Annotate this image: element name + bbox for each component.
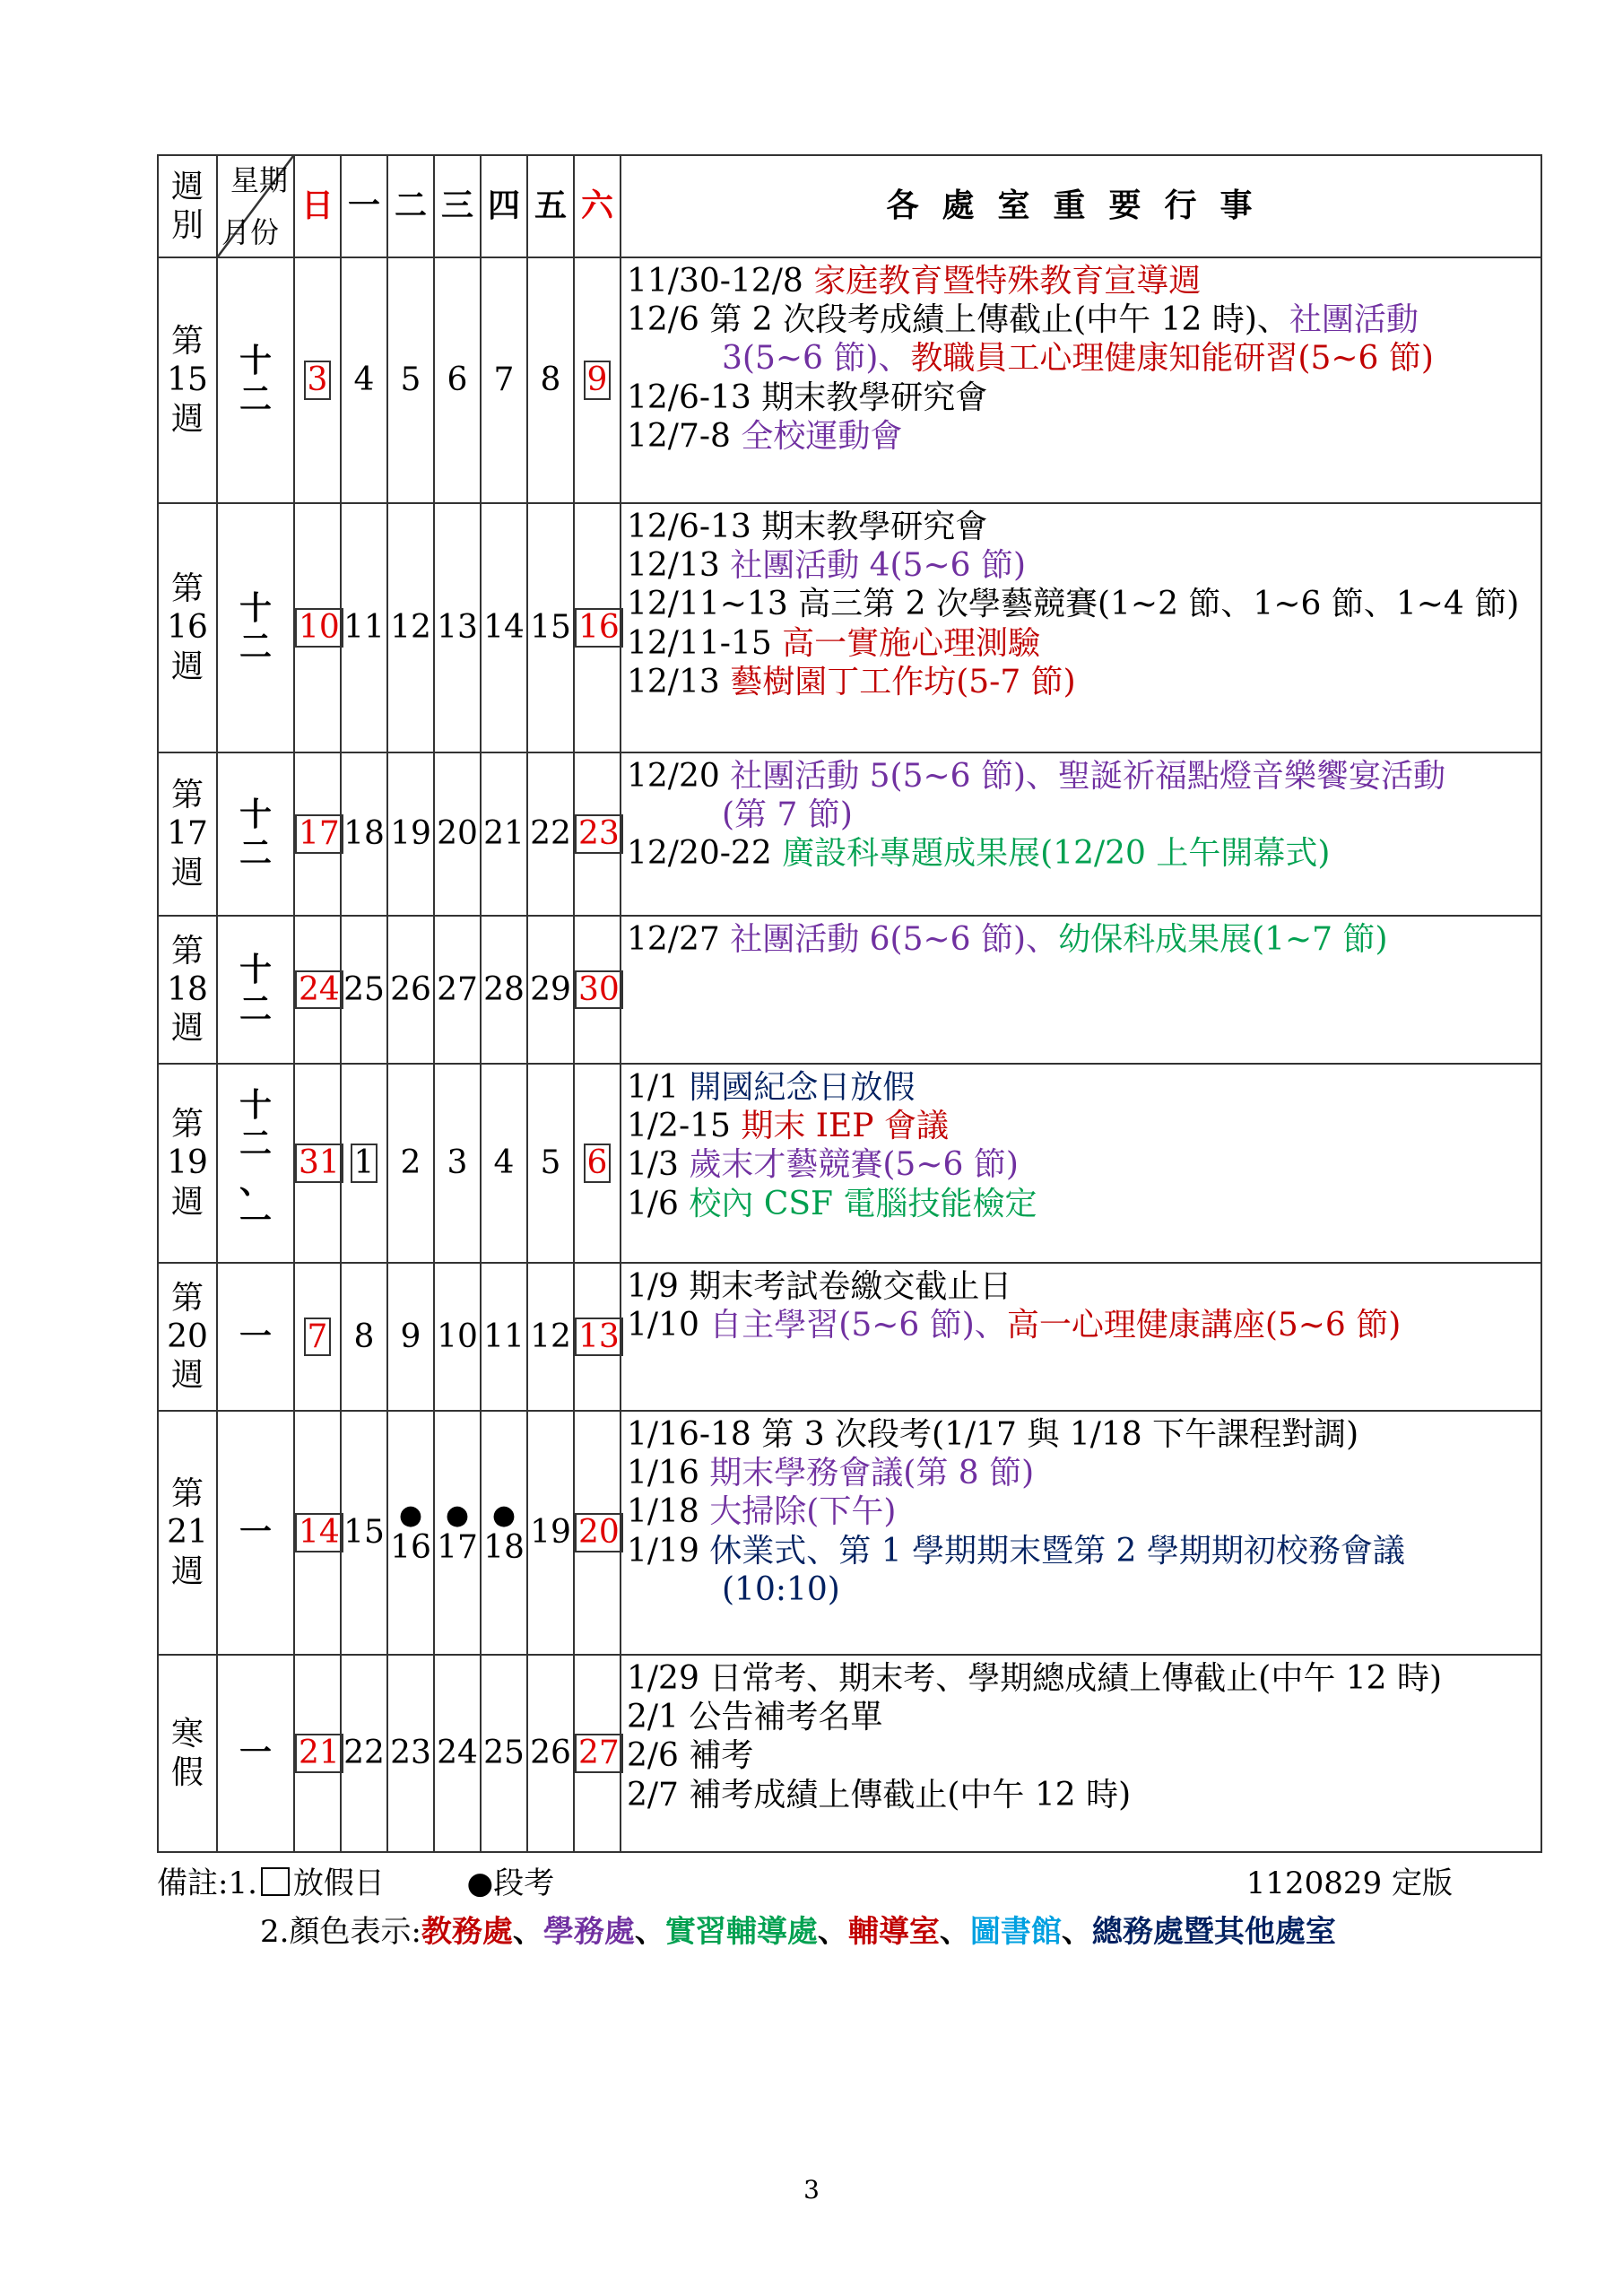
day-cell-tue: ● 16 [387, 1411, 434, 1655]
holiday-date: 6 [584, 1144, 612, 1183]
notes-line-2 [157, 1907, 1542, 1951]
event-line: 12/27 社團活動 6(5~6 節)、幼保科成果展(1~7 節) [627, 921, 1388, 958]
version-label: 1120829 定版 [1245, 1866, 1453, 1901]
colors-prefix: 2.顏色表示: [260, 1914, 421, 1950]
events-cell [621, 916, 1541, 1064]
day-cell-wed: 24 [434, 1655, 481, 1852]
day-cell-sat [574, 1263, 621, 1411]
day-cell-fri: 26 [527, 1655, 574, 1852]
day-cell-tue: 9 [387, 1263, 434, 1411]
event-line: 2/7 補考成績上傳截止(中午 12 時) [627, 1776, 1132, 1813]
holiday-date: 7 [304, 1318, 332, 1357]
event-line: 1/10 自主學習(5~6 節)、高一心理健康講座(5~6 節) [627, 1307, 1402, 1344]
event-line: 12/6 第 2 次段考成績上傳截止(中午 12 時)、社團活動 [627, 301, 1419, 339]
week-label: 第 15 週 [158, 257, 217, 503]
day-cell-mon: 18 [341, 752, 387, 916]
day-cell-fri: 19 [527, 1411, 574, 1655]
day-cell-wed: 27 [434, 916, 481, 1064]
day-cell-fri: 29 [527, 916, 574, 1064]
event-line: 2/1 公告補考名單 [627, 1699, 883, 1736]
event-line: 1/2-15 期末 IEP 會議 [627, 1108, 949, 1145]
holiday-date: 14 [295, 1513, 343, 1552]
day-cell-fri: 12 [527, 1263, 574, 1411]
month-cell: 十 二 [217, 916, 294, 1064]
event-line: 1/18 大掃除(下午) [627, 1493, 897, 1531]
day-cell-tue: 12 [387, 503, 434, 752]
day-cell-sun [294, 1064, 341, 1263]
holiday-date: 30 [575, 970, 623, 1010]
month-cell: 十 二 [217, 503, 294, 752]
event-line: 2/6 補考 [627, 1737, 754, 1775]
event-line: 1/16-18 第 3 次段考(1/17 與 1/18 下午課程對調) [627, 1416, 1359, 1453]
day-cell-sun [294, 503, 341, 752]
week-label: 第 20 週 [158, 1263, 217, 1411]
day-cell-wed: 10 [434, 1263, 481, 1411]
day-cell-thu: 25 [481, 1655, 527, 1852]
event-line: 1/1 開國紀念日放假 [627, 1069, 916, 1106]
day-cell-sat [574, 916, 621, 1064]
exam-dot-icon: ● [491, 1499, 516, 1531]
holiday-date: 27 [575, 1734, 623, 1773]
events-header: 各處室重要行事 [621, 155, 1541, 257]
event-line: 11/30-12/8 家庭教育暨特殊教育宣導週 [627, 263, 1202, 300]
week-row [158, 503, 1541, 752]
events-cell [621, 1411, 1541, 1655]
day-cell-sun [294, 257, 341, 503]
holiday-date: 1 [351, 1144, 378, 1183]
day-cell-sat [574, 752, 621, 916]
notes-prefix: 備註:1. [157, 1866, 257, 1901]
day-header-wed: 三 [434, 155, 481, 257]
day-cell-sun [294, 1411, 341, 1655]
week-label: 第 21 週 [158, 1411, 217, 1655]
day-cell-tue: 5 [387, 257, 434, 503]
day-cell-wed: 3 [434, 1064, 481, 1263]
day-cell-sat [574, 257, 621, 503]
day-cell-sat [574, 503, 621, 752]
day-header-sat: 六 [574, 155, 621, 257]
calendar-table [157, 154, 1542, 1853]
week-label: 第 17 週 [158, 752, 217, 916]
month-cell: 十 二 [217, 752, 294, 916]
weekday-month-header [217, 155, 294, 257]
day-cell-wed: ● 17 [434, 1411, 481, 1655]
day-cell-wed: 13 [434, 503, 481, 752]
event-line: (第 7 節) [722, 796, 853, 834]
week-row [158, 1655, 1541, 1852]
notes [157, 1858, 1542, 1951]
color-legend: 教務處、學務處、實習輔導處、輔導室、圖書館、總務處暨其他處室 [421, 1914, 1336, 1950]
holiday-date: 9 [584, 361, 612, 400]
events-cell [621, 752, 1541, 916]
day-cell-thu: 11 [481, 1263, 527, 1411]
month-label: 月份 [221, 214, 280, 249]
weekday-label: 星期 [230, 163, 288, 197]
day-header-sun: 日 [294, 155, 341, 257]
day-cell-mon: 25 [341, 916, 387, 1064]
events-cell [621, 1263, 1541, 1411]
week-label: 第 16 週 [158, 503, 217, 752]
month-cell: 十 二 [217, 257, 294, 503]
page-number: 3 [803, 2175, 820, 2205]
month-cell: 一 [217, 1655, 294, 1852]
event-line: 1/6 校內 CSF 電腦技能檢定 [627, 1185, 1037, 1222]
month-cell: 一 [217, 1411, 294, 1655]
day-cell-thu: ● 18 [481, 1411, 527, 1655]
day-cell-sat [574, 1411, 621, 1655]
event-line: 1/19 休業式、第 1 學期期末暨第 2 學期期初校務會議 [627, 1532, 1405, 1570]
holiday-date: 23 [575, 814, 623, 854]
day-cell-thu: 14 [481, 503, 527, 752]
event-line: 12/11~13 高三第 2 次學藝競賽(1~2 節、1~6 節、1~4 節) [627, 586, 1520, 623]
holiday-label: 放假日 [292, 1866, 385, 1901]
day-cell-wed: 20 [434, 752, 481, 916]
day-cell-sat [574, 1064, 621, 1263]
holiday-date: 21 [295, 1734, 343, 1773]
events-cell [621, 503, 1541, 752]
day-cell-fri: 5 [527, 1064, 574, 1263]
week-label: 第 19 週 [158, 1064, 217, 1263]
event-line: 12/11-15 高一實施心理測驗 [627, 624, 1041, 662]
event-line: 1/3 歲末才藝競賽(5~6 節) [627, 1146, 1019, 1184]
month-cell: 一 [217, 1263, 294, 1411]
day-header-thu: 四 [481, 155, 527, 257]
event-line: 12/20 社團活動 5(5~6 節)、聖誕祈福點燈音樂饗宴活動 [627, 758, 1446, 795]
week-row [158, 1064, 1541, 1263]
holiday-date: 13 [575, 1318, 623, 1357]
holiday-date: 10 [295, 608, 343, 648]
holiday-date: 16 [575, 608, 623, 648]
day-cell-wed: 6 [434, 257, 481, 503]
day-cell-tue: 26 [387, 916, 434, 1064]
day-cell-thu: 4 [481, 1064, 527, 1263]
holiday-date: 24 [295, 970, 343, 1010]
exam-dot-icon: ● [445, 1499, 470, 1531]
event-line: 1/16 期末學務會議(第 8 節) [627, 1455, 1035, 1492]
holiday-box-icon [261, 1867, 290, 1896]
event-line: 3(5~6 節)、教職員工心理健康知能研習(5~6 節) [722, 340, 1434, 378]
day-cell-mon: 8 [341, 1263, 387, 1411]
week-label: 第 18 週 [158, 916, 217, 1064]
day-cell-mon: 4 [341, 257, 387, 503]
event-line: (10:10) [722, 1570, 840, 1608]
week-row [158, 1411, 1541, 1655]
events-cell [621, 257, 1541, 503]
event-line: 12/7-8 全校運動會 [627, 417, 903, 455]
holiday-date: 31 [295, 1144, 343, 1183]
events-cell [621, 1064, 1541, 1263]
exam-dot-icon: ● [398, 1499, 423, 1531]
week-row [158, 257, 1541, 503]
day-cell-thu: 28 [481, 916, 527, 1064]
event-line: 12/13 社團活動 4(5~6 節) [627, 547, 1027, 585]
day-cell-fri: 8 [527, 257, 574, 503]
holiday-date: 20 [575, 1513, 623, 1552]
day-cell-tue: 23 [387, 1655, 434, 1852]
day-header-tue: 二 [387, 155, 434, 257]
event-line: 1/29 日常考、期末考、學期總成績上傳截止(中午 12 時) [627, 1660, 1443, 1697]
header-row [158, 155, 1541, 257]
week-row [158, 1263, 1541, 1411]
events-cell [621, 1655, 1541, 1852]
exam-label: 段考 [493, 1866, 555, 1901]
event-line: 12/6-13 期末教學研究會 [627, 378, 988, 416]
month-cell: 十 二 、 一 [217, 1064, 294, 1263]
day-cell-mon: 11 [341, 503, 387, 752]
day-cell-thu: 21 [481, 752, 527, 916]
holiday-date: 3 [304, 361, 332, 400]
event-line: 12/6-13 期末教學研究會 [627, 509, 988, 545]
day-cell-tue: 19 [387, 752, 434, 916]
day-header-fri: 五 [527, 155, 574, 257]
week-label: 寒 假 [158, 1655, 217, 1852]
day-cell-fri: 22 [527, 752, 574, 916]
holiday-date: 17 [295, 814, 343, 854]
notes-line-1 [157, 1858, 1542, 1903]
day-cell-sun [294, 1263, 341, 1411]
day-cell-mon: 15 [341, 1411, 387, 1655]
event-line: 12/20-22 廣設科專題成果展(12/20 上午開幕式) [627, 835, 1331, 873]
day-header-mon: 一 [341, 155, 387, 257]
day-cell-tue: 2 [387, 1064, 434, 1263]
day-cell-fri: 15 [527, 503, 574, 752]
week-row [158, 752, 1541, 916]
event-line: 12/13 藝樹園丁工作坊(5-7 節) [627, 663, 1076, 700]
day-cell-sun [294, 916, 341, 1064]
exam-dot-icon: ● [466, 1866, 494, 1901]
day-cell-mon: 22 [341, 1655, 387, 1852]
event-line: 1/9 期末考試卷繳交截止日 [627, 1268, 1012, 1305]
day-cell-mon [341, 1064, 387, 1263]
day-cell-sun [294, 1655, 341, 1852]
week-header: 週 別 [158, 155, 217, 257]
day-cell-thu: 7 [481, 257, 527, 503]
week-row [158, 916, 1541, 1064]
day-cell-sat [574, 1655, 621, 1852]
day-cell-sun [294, 752, 341, 916]
